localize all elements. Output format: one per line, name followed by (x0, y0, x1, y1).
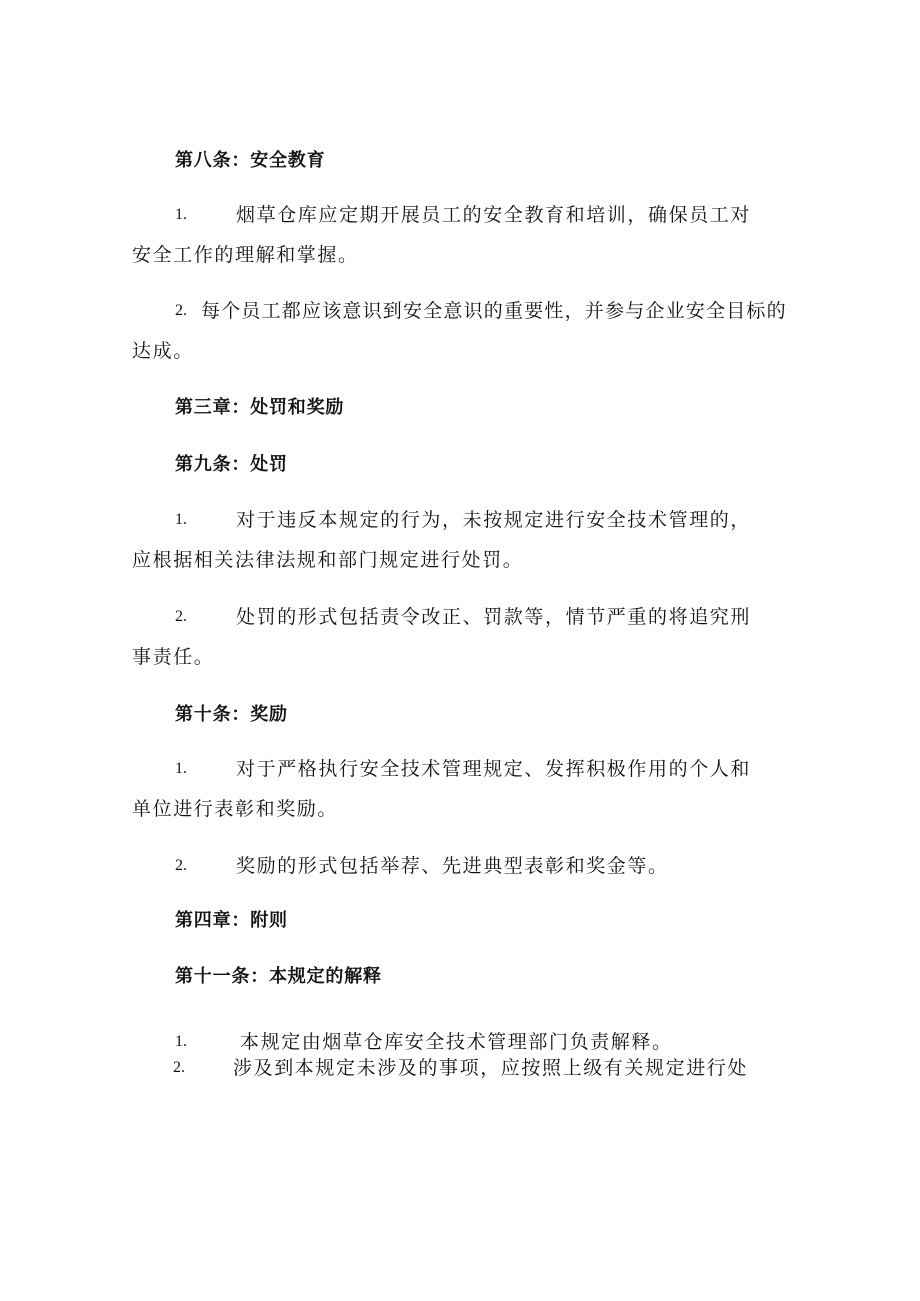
article-9-item-2-number: 2. (175, 608, 187, 625)
article-10-heading: 第十条：奖励 (175, 704, 288, 725)
article-8-item-1-line-2: 安全工作的理解和掌握。 (132, 244, 359, 266)
article-11-heading: 第十一条：本规定的解释 (175, 966, 382, 987)
article-9-heading: 第九条：处罚 (175, 454, 288, 475)
article-11-item-1-line-1: 本规定由烟草仓库安全技术管理部门负责解释。 (240, 1031, 673, 1053)
article-10-item-1-number: 1. (175, 760, 187, 777)
article-9-item-2-line-2: 事责任。 (132, 646, 215, 668)
article-10-item-1-line-2: 单位进行表彰和奖励。 (132, 798, 339, 820)
article-9-item-2-line-1: 处罚的形式包括责令改正、罚款等，情节严重的将追究刑 (236, 606, 752, 628)
article-9-item-1-line-2: 应根据相关法律法规和部门规定进行处罚。 (132, 549, 524, 571)
article-8-item-1-line-1: 烟草仓库应定期开展员工的安全教育和培训，确保员工对 (236, 204, 752, 226)
article-8-item-2-number: 2. (175, 302, 187, 319)
article-8-item-2-line-2: 达成。 (132, 340, 194, 362)
article-11-item-2-number: 2. (173, 1059, 185, 1076)
article-10-item-2-number: 2. (175, 857, 187, 874)
article-8-item-2-line-1: 每个员工都应该意识到安全意识的重要性，并参与企业安全目标的 (201, 300, 787, 322)
article-11-item-2-line-1: 涉及到本规定未涉及的事项，应按照上级有关规定进行处 (233, 1057, 749, 1079)
article-10-item-1-line-1: 对于严格执行安全技术管理规定、发挥积极作用的个人和 (236, 758, 752, 780)
article-10-item-2-line-1: 奖励的形式包括举荐、先进典型表彰和奖金等。 (236, 855, 669, 877)
article-9-item-1-number: 1. (175, 511, 187, 528)
article-11-item-1-number: 1. (175, 1033, 187, 1050)
chapter-3-heading: 第三章：处罚和奖励 (175, 397, 345, 418)
article-9-item-1-line-1: 对于违反本规定的行为，未按规定进行安全技术管理的， (236, 509, 752, 531)
article-8-item-1-number: 1. (175, 206, 187, 223)
article-8-heading: 第八条：安全教育 (175, 150, 326, 171)
chapter-4-heading: 第四章：附则 (175, 910, 288, 931)
